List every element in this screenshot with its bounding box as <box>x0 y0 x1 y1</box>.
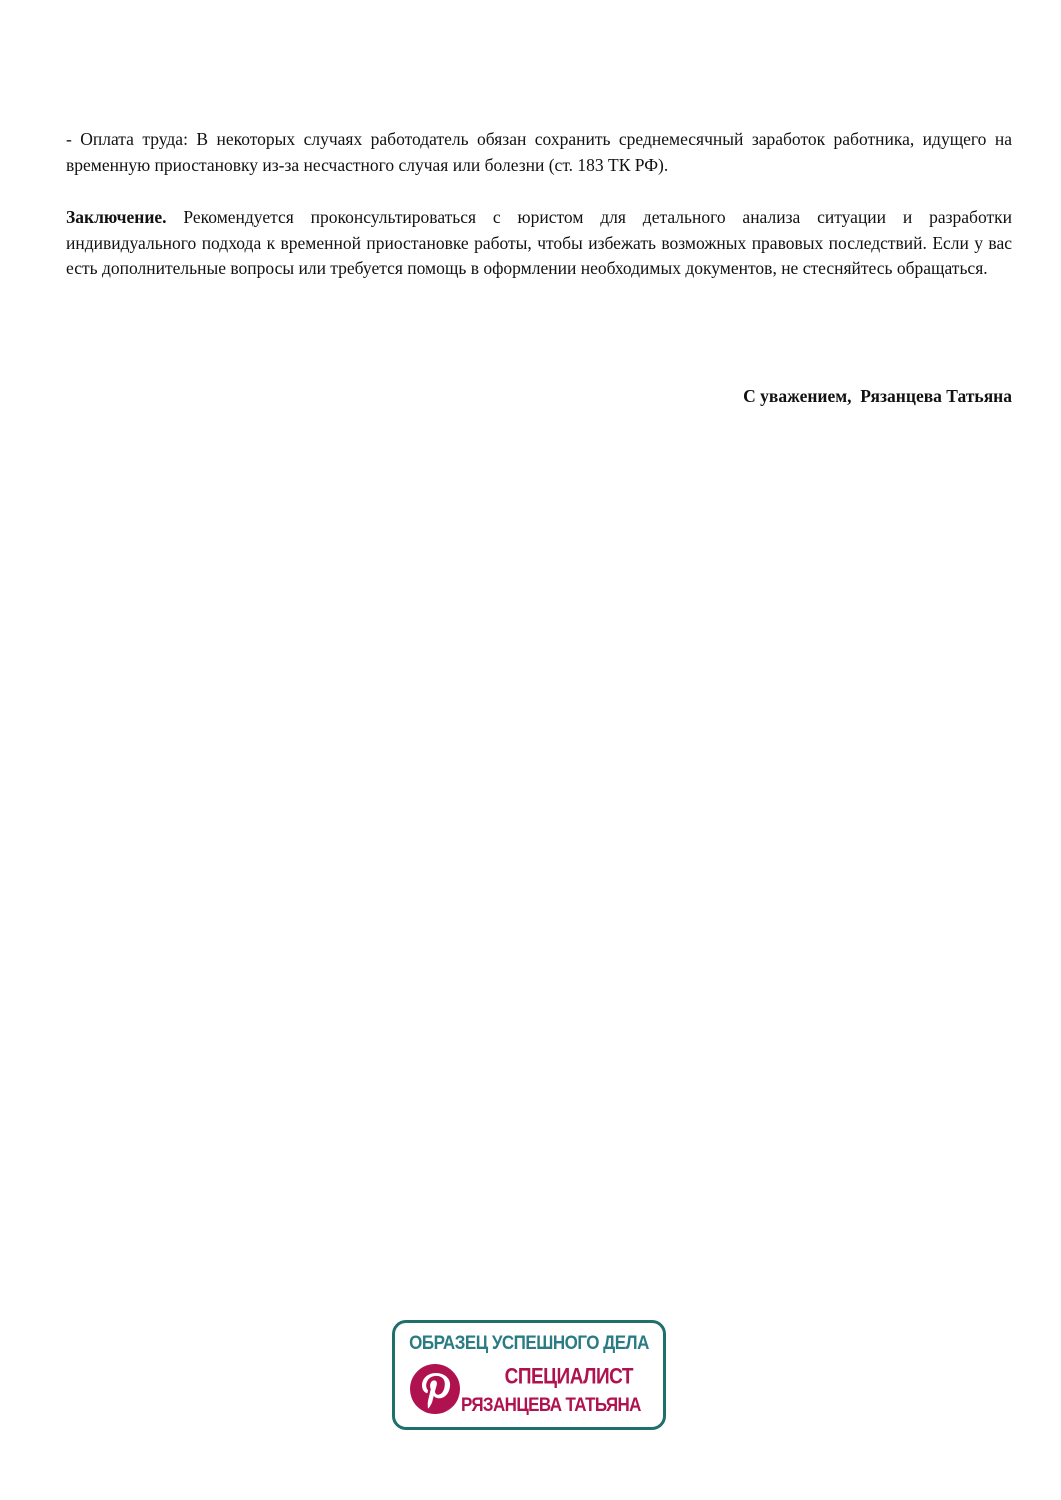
conclusion-label: Заключение. <box>66 207 167 227</box>
stamp-specialist: СПЕЦИАЛИСТ <box>504 1365 633 1390</box>
pinterest-icon <box>409 1363 461 1415</box>
stamp-title: ОБРАЗЕЦ УСПЕШНОГО ДЕЛА <box>409 1331 649 1354</box>
signature: С уважением, Рязанцева Татьяна <box>743 386 1012 406</box>
conclusion-paragraph <box>66 205 1012 282</box>
payment-paragraph-text: - Оплата труда: В некоторых случаях работодатель обязан сохранить среднемесячный заработок работника, идущего на временную приостановку из-за несчастного случая или болезни (ст. 183 ТК РФ). <box>66 129 1012 175</box>
conclusion-text: Рекомендуется проконсультироваться с юристом для детального анализа ситуации и разработки индивидуального подхода к временной приостановке работы, чтобы избежать возможных правовых последствий. Если у вас есть дополнительные вопросы или требуется помощь в оформлении необходимых документов, не стесняйтесь обращаться. <box>66 207 1012 278</box>
payment-paragraph <box>66 127 1012 178</box>
stamp-badge <box>392 1320 666 1430</box>
stamp-name: РЯЗАНЦЕВА ТАТЬЯНА <box>461 1393 641 1416</box>
